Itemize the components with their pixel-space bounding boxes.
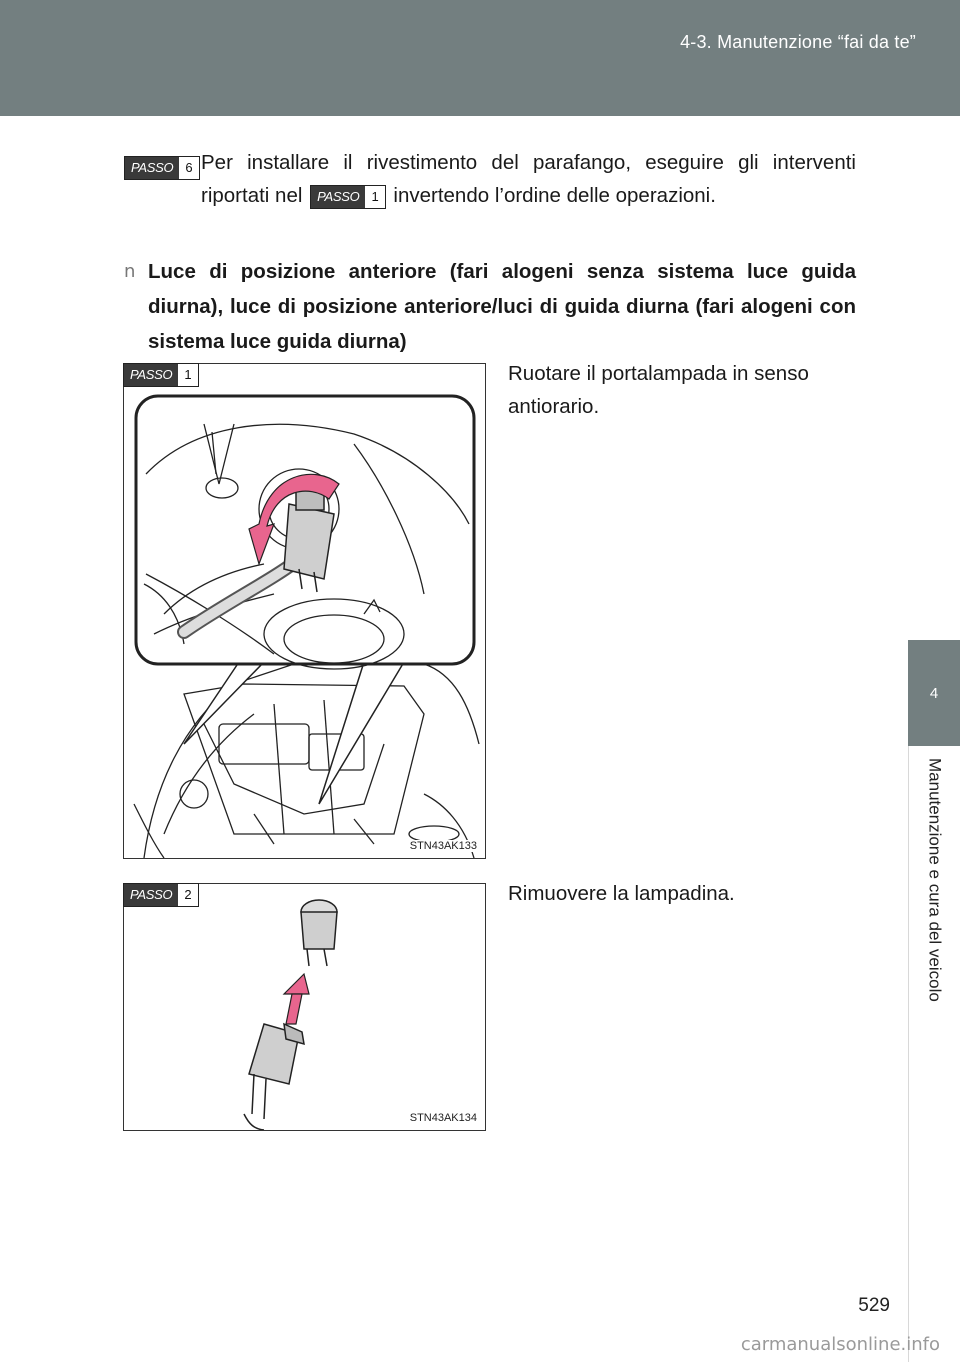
bulb-illustration [124,884,485,1130]
chapter-tab-label-text: Manutenzione e cura del veicolo [925,758,945,1002]
chapter-tab-number: 4 [908,640,960,746]
engine-bay-illustration [124,364,485,858]
watermark: carmanualsonline.info [740,1334,940,1355]
bullet-icon: n [124,261,136,282]
step-6-text: Per installare il rivestimento del parafango, eseguire gli interventi riportati nel PASSO 1 invertendo l’ordine delle operazioni. [201,151,856,207]
passo-badge-2: PASSO 2 [123,883,199,907]
figure-code: STN43AK133 [409,840,477,852]
section-heading-text: Luce di posizione anteriore (fari alogeni senza sistema luce guida diurna), luce di posizione anteriore/luci di guida diurna (fari alogeni con sistema luce guida diurna) [148,260,856,353]
page-header [0,0,960,116]
figure-bulb-removal [123,883,486,1131]
section-heading [124,254,856,359]
step-2-instruction: Rimuovere la lampadina. [508,882,735,905]
chapter-tab-label [908,746,960,1362]
passo-badge-6: PASSO 6 [124,156,200,180]
step-6-paragraph [124,146,856,212]
section-title: 4-3. Manutenzione “fai da te” [680,32,916,52]
step-1-instruction: Ruotare il portalampada in senso antiorario. [508,362,809,418]
passo-badge-ref-1: PASSO 1 [310,185,386,209]
figure-headlight-socket [123,363,486,859]
passo-badge-1: PASSO 1 [123,363,199,387]
page-number: 529 [858,1295,890,1316]
figure-code: STN43AK134 [409,1112,477,1124]
